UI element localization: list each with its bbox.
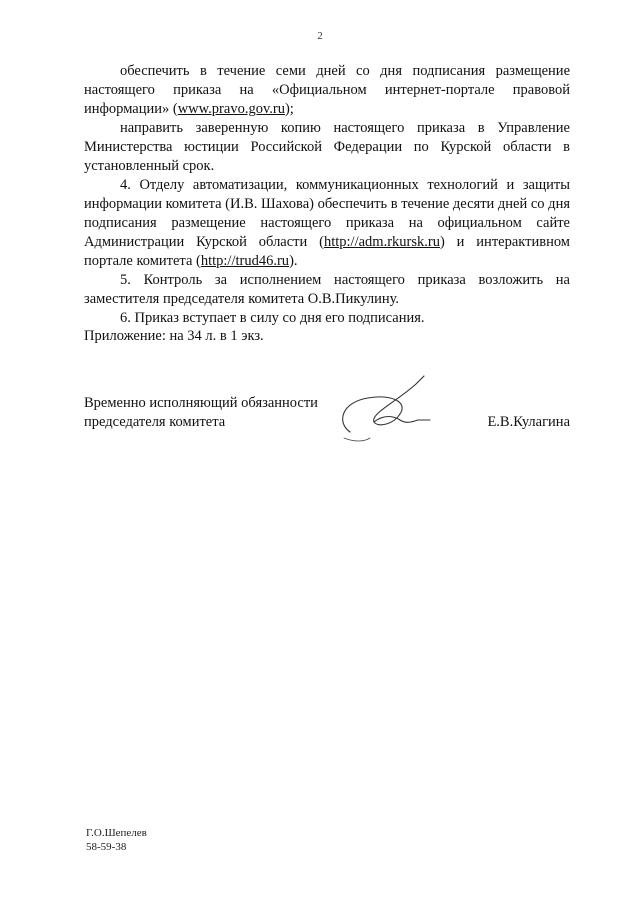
executor-name: Г.О.Шепелев — [86, 827, 147, 839]
adm-rkursk-link[interactable]: http://adm.rkursk.ru — [323, 234, 440, 250]
signer-position — [84, 394, 318, 432]
paragraph-publish-pravo — [84, 62, 570, 119]
paragraph-item-6: 6. Приказ вступает в силу со дня его подписания. — [120, 310, 425, 326]
signer-position-line-2: председателя комитета — [84, 414, 226, 430]
pravo-link[interactable]: www.pravo.gov.ru — [177, 101, 285, 117]
executor-phone: 58-59-38 — [86, 841, 127, 853]
handwritten-signature — [334, 372, 444, 452]
paragraph-text: ); — [284, 101, 294, 117]
order-body — [84, 62, 570, 328]
paragraph-item-4 — [84, 176, 570, 271]
paragraph-text: ). — [289, 253, 298, 269]
executor-info — [86, 826, 147, 854]
page-number: 2 — [317, 30, 323, 42]
paragraph-item-5: 5. Контроль за исполнением настоящего приказа возложить на заместителя председателя комитета О.В.Пикулину. — [84, 272, 570, 307]
signature-block — [84, 394, 570, 464]
paragraph-text: обеспечить в течение семи дней со дня подписания размещение настоящего приказа на «Официальном интернет-портале правовой информации» ( — [84, 63, 570, 117]
signer-position-line-1: Временно исполняющий обязанности — [84, 395, 318, 411]
attachment-note: Приложение: на 34 л. в 1 экз. — [84, 328, 264, 344]
paragraph-send-copy: направить заверенную копию настоящего приказа в Управление Министерства юстиции Российской Федерации по Курской области в установленный срок. — [84, 120, 570, 174]
signer-name: Е.В.Кулагина — [487, 414, 570, 430]
trud46-link[interactable]: http://trud46.ru — [200, 253, 290, 269]
paragraph-text: 4. Отделу автоматизации, коммуникационных технологий и защиты информации комитета (И.В. Шахова) обеспечить в течение десяти дней со дня подписания размещение настоящего приказа на официальном сайте Администрации Курской области ( — [84, 177, 570, 250]
paragraph-text: ) и интерактивном портале комитета ( — [84, 234, 570, 269]
